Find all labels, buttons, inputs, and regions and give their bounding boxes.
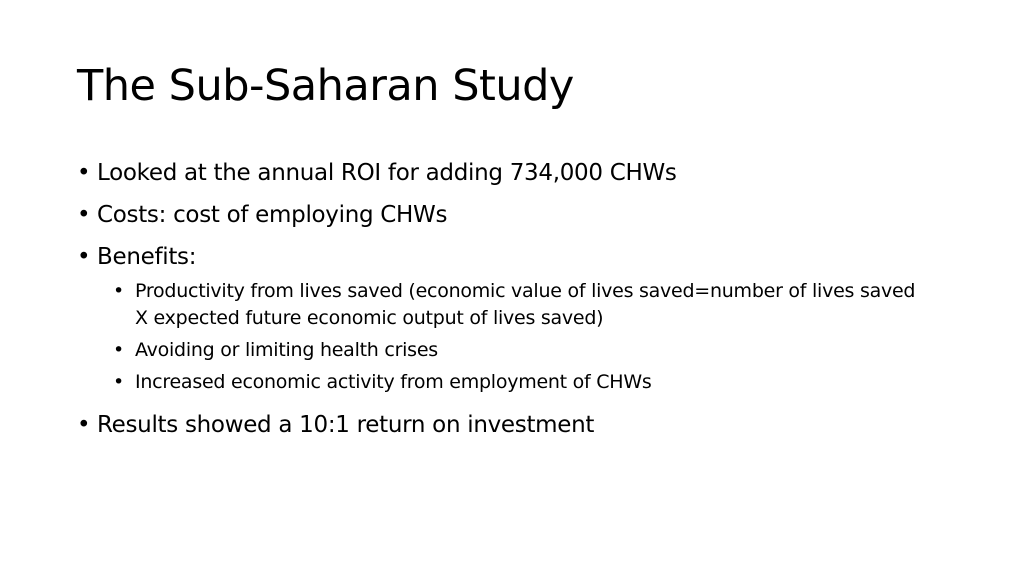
- bullet-text: Results showed a 10:1 return on investment: [97, 412, 595, 438]
- sub-bullet-item: [113, 278, 933, 332]
- slide-title: The Sub-Saharan Study: [77, 61, 574, 111]
- sub-bullet-item: [113, 337, 933, 364]
- bullet-dot-icon: •: [77, 244, 91, 270]
- bullet-dot-icon: •: [113, 339, 124, 361]
- sub-bullet-item: [113, 369, 933, 396]
- slide-body: [77, 156, 957, 442]
- sub-bullet-text: Increased economic activity from employment of CHWs: [135, 371, 652, 393]
- bullet-text: Costs: cost of employing CHWs: [97, 202, 448, 228]
- sub-bullet-list: [113, 278, 933, 396]
- bullet-dot-icon: •: [113, 280, 124, 302]
- bullet-item: [77, 240, 957, 274]
- bullet-dot-icon: •: [77, 412, 91, 438]
- bullet-dot-icon: •: [77, 160, 91, 186]
- sub-bullet-text: Avoiding or limiting health crises: [135, 339, 438, 361]
- bullet-text: Looked at the annual ROI for adding 734,000 CHWs: [97, 160, 677, 186]
- sub-bullet-text: Productivity from lives saved (economic value of lives saved=number of lives saved X expected future economic output of lives saved): [135, 280, 916, 329]
- bullet-item: [77, 408, 957, 442]
- bullet-dot-icon: •: [113, 371, 124, 393]
- bullet-item: [77, 198, 957, 232]
- bullet-text: Benefits:: [97, 244, 197, 270]
- bullet-dot-icon: •: [77, 202, 91, 228]
- bullet-item: [77, 156, 957, 190]
